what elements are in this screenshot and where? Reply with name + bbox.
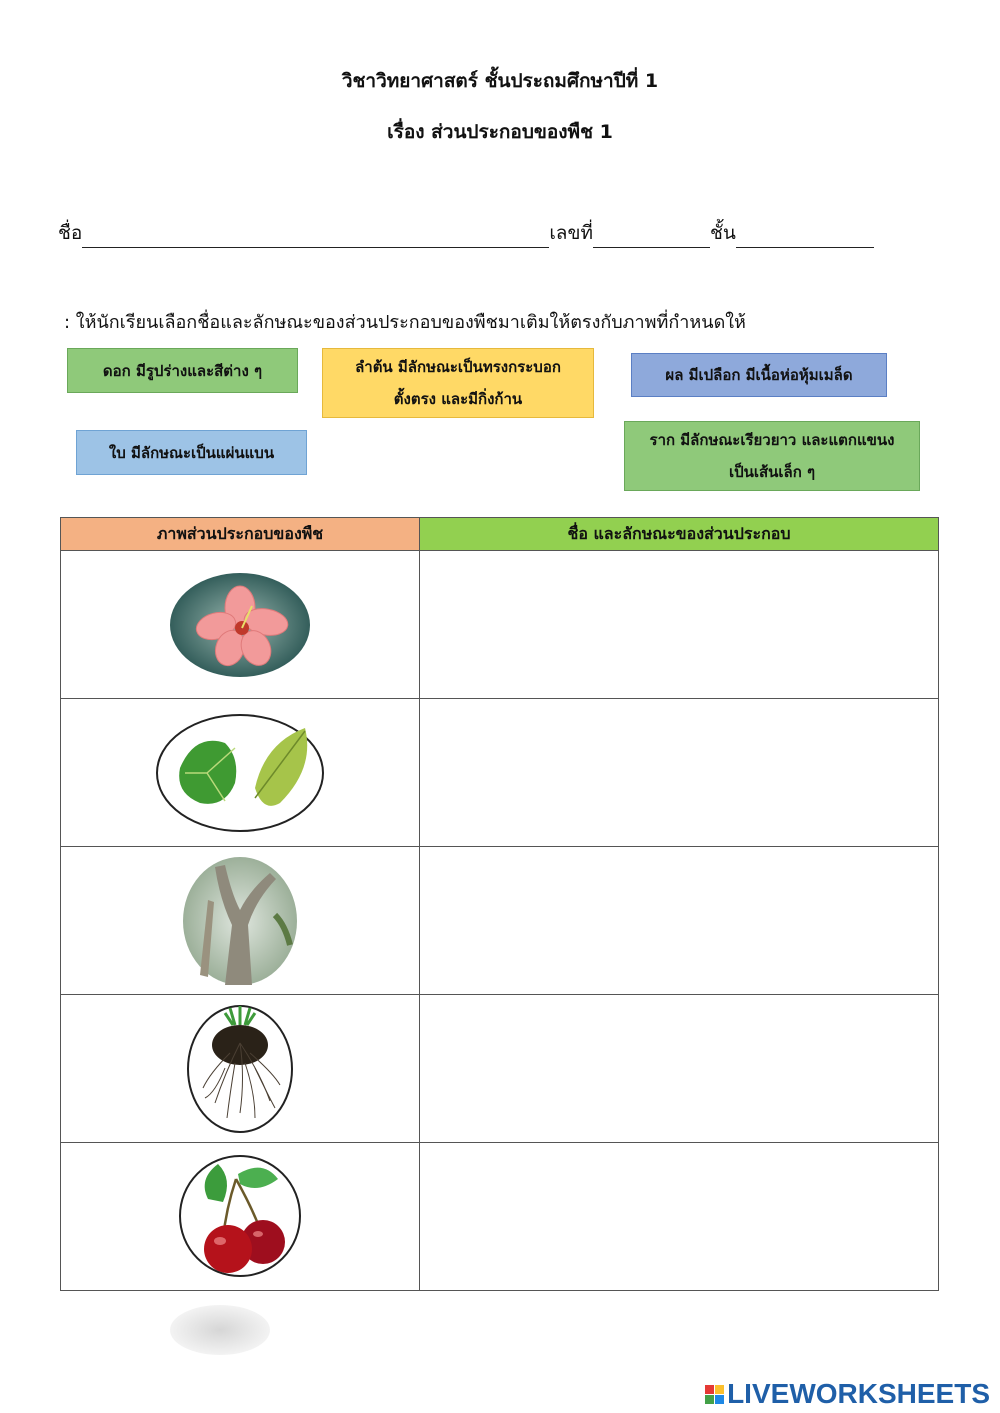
answer-card-fruit[interactable] [631, 353, 887, 397]
title-topic: เรื่อง ส่วนประกอบของพืช 1 [387, 121, 613, 143]
table-row [61, 995, 939, 1143]
answer-cell[interactable] [420, 1143, 939, 1291]
number-field[interactable] [593, 225, 710, 248]
answer-card-flower[interactable] [67, 348, 298, 393]
picture-cell [61, 995, 420, 1143]
answer-cell[interactable] [420, 551, 939, 699]
roots-image [185, 1003, 295, 1135]
cherries-image [178, 1154, 303, 1279]
table-row [61, 1143, 939, 1291]
answer-card-stem[interactable] [322, 348, 594, 418]
answer-cell[interactable] [420, 995, 939, 1143]
header-answer: ชื่อ และลักษณะของส่วนประกอบ [420, 518, 939, 551]
tree-trunk-image [180, 855, 300, 987]
class-field[interactable] [736, 225, 874, 248]
number-label: เลขที่ [549, 222, 593, 244]
answer-cell[interactable] [420, 699, 939, 847]
table-row [61, 699, 939, 847]
name-field[interactable] [82, 225, 549, 248]
hibiscus-flower-image [168, 570, 313, 680]
picture-cell [61, 551, 420, 699]
leaves-image [155, 713, 325, 833]
card-text: ใบ มีลักษณะเป็นแผ่นแบน [108, 443, 275, 462]
student-info-line [58, 218, 874, 248]
picture-cell [61, 1143, 420, 1291]
card-text: ผล มีเปลือก มีเนื้อห่อหุ้มเมล็ด [665, 366, 853, 384]
worksheet-table [60, 517, 939, 1291]
decorative-shadow [170, 1305, 270, 1355]
card-text: ตั้งตรง และมีกิ่งก้าน [393, 390, 523, 408]
brand-logo [705, 1378, 990, 1410]
answer-cell[interactable] [420, 847, 939, 995]
title-subject: วิชาวิทยาศาสตร์ ชั้นประถมศึกษาปีที่ 1 [341, 70, 659, 92]
answer-card-root[interactable] [624, 421, 920, 491]
card-text: ดอก มีรูปร่างและสีต่าง ๆ [102, 361, 263, 380]
logo-icon [705, 1385, 724, 1404]
picture-cell [61, 847, 420, 995]
header-picture: ภาพส่วนประกอบของพืช [61, 518, 420, 551]
name-label: ชื่อ [58, 222, 83, 244]
brand-text: LIVEWORKSHEETS [727, 1378, 990, 1409]
card-text: เป็นเส้นเล็ก ๆ [728, 463, 816, 481]
table-row [61, 847, 939, 995]
answer-card-leaf[interactable] [76, 430, 307, 475]
instruction-text: : ให้นักเรียนเลือกชื่อและลักษณะของส่วนประกอบของพืชมาเติมให้ตรงกับภาพที่กำหนดให้ [64, 312, 746, 333]
card-text: ลำต้น มีลักษณะเป็นทรงกระบอก [355, 358, 561, 376]
table-row [61, 551, 939, 699]
class-label: ชั้น [709, 222, 736, 244]
picture-cell [61, 699, 420, 847]
card-text: ราก มีลักษณะเรียวยาว และแตกแขนง [649, 431, 895, 449]
